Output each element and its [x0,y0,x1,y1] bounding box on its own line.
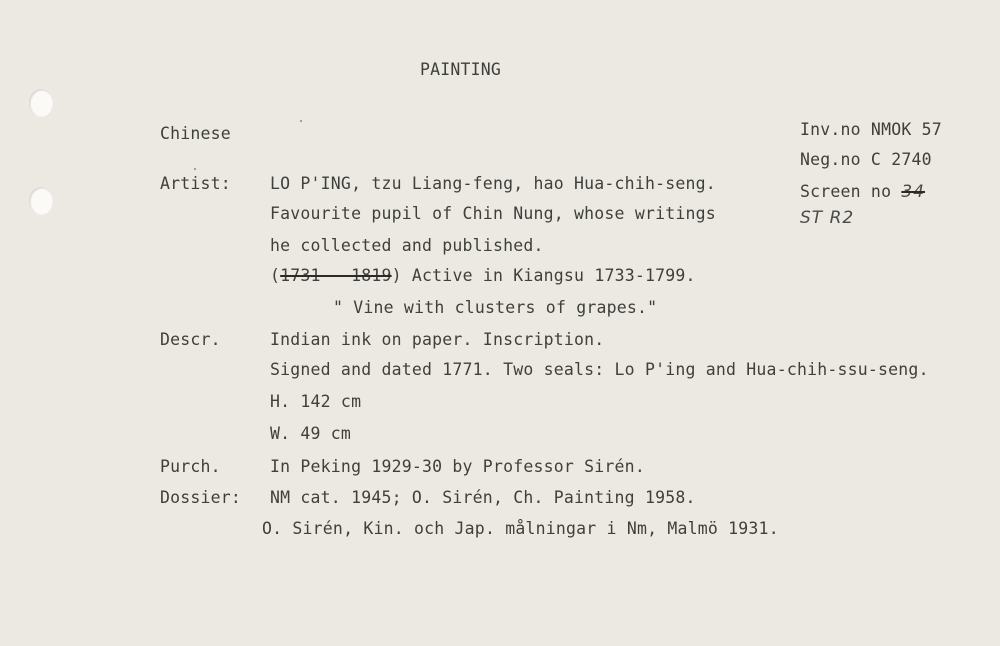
artist-line-3: he collected and published. [270,236,544,255]
origin-label: Chinese [160,124,231,143]
paren-close: ) [391,266,402,285]
purchase-value: In Peking 1929-30 by Professor Sirén. [270,457,645,476]
active-period: Active in Kiangsu 1733-1799. [411,266,696,285]
artist-line-4 [270,266,696,286]
handwritten-annotation: ST R2 [800,208,855,228]
punch-hole-bottom [29,187,53,215]
screen-number [800,182,925,202]
paren-open: ( [270,266,281,285]
screen-number-label: Screen no [800,182,892,201]
negative-number: Neg.no C 2740 [800,150,932,169]
dossier-label: Dossier: [160,488,242,507]
description-label: Descr. [160,330,221,349]
dossier-line-1: NM cat. 1945; O. Sirén, Ch. Painting 1958. [270,488,696,507]
inventory-number: Inv.no NMOK 57 [800,120,942,139]
card-title: PAINTING [420,60,502,79]
artist-line-2: Favourite pupil of Chin Nung, whose writings [270,204,716,223]
description-line-2: Signed and dated 1771. Two seals: Lo P'ing and Hua-chih-ssu-seng. [270,360,929,379]
struck-dates: 1731 - 1819 [280,266,392,285]
paper-speck [194,168,196,170]
dossier-line-2: O. Sirén, Kin. och Jap. målningar i Nm, Malmö 1931. [262,519,779,538]
description-line-1: Indian ink on paper. Inscription. [270,330,605,349]
artist-label: Artist: [160,174,231,193]
screen-number-struck: 34 [901,182,925,202]
punch-hole-top [29,89,53,117]
artist-line-1: LO P'ING, tzu Liang-feng, hao Hua-chih-seng. [270,174,716,193]
width-measure: W. 49 cm [270,424,352,443]
purchase-label: Purch. [160,457,221,476]
painting-title: " Vine with clusters of grapes." [333,298,658,317]
height-measure: H. 142 cm [270,392,362,411]
paper-speck [300,120,302,122]
